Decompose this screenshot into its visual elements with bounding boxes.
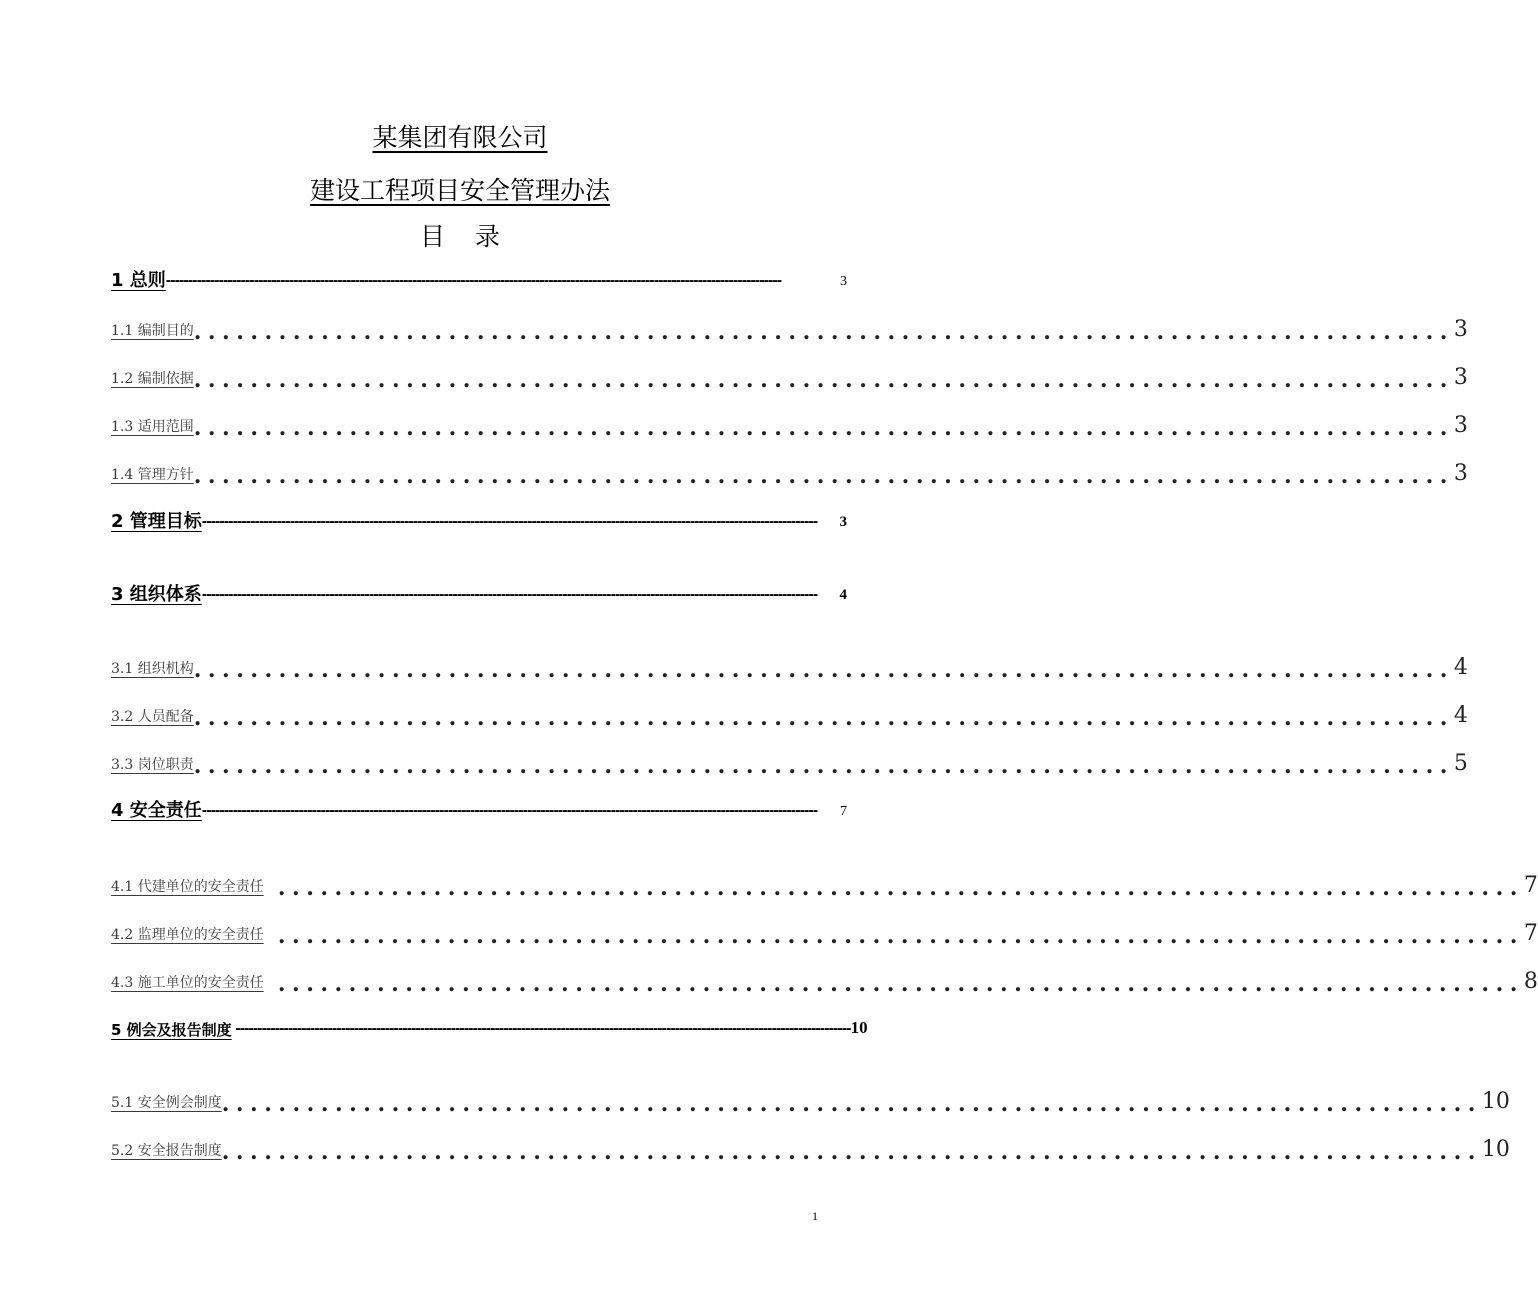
toc-entry-label: 4.1 代建单位的安全责任 bbox=[111, 879, 264, 895]
toc-entry[interactable] bbox=[111, 409, 1468, 441]
toc-entry-label: 4.2 监理单位的安全责任 bbox=[111, 927, 264, 943]
toc-entry-label: 1.2 编制依据 bbox=[111, 371, 194, 387]
toc-entry[interactable] bbox=[111, 651, 1468, 683]
leader-dots: ......................................................................................... bbox=[193, 705, 1454, 731]
toc-entry-page: 10 bbox=[1481, 1137, 1510, 1162]
leader-dots: ........................................................................................ bbox=[263, 875, 1524, 901]
toc-entry[interactable] bbox=[111, 507, 847, 533]
toc-entry-page: 7 bbox=[1523, 921, 1538, 946]
leader-dots: ......................................................................................... bbox=[193, 753, 1454, 779]
leader-dots: ......................................................................................... bbox=[221, 1139, 1482, 1165]
toc-entry[interactable] bbox=[111, 747, 1468, 779]
toc-entry[interactable] bbox=[111, 869, 1538, 901]
toc-entry[interactable] bbox=[111, 796, 847, 822]
toc-entry-label: 5 例会及报告制度 bbox=[111, 1021, 232, 1039]
leader-dashes: -------------------------------------------------------------------------------------------------------------------------------------------- bbox=[201, 804, 818, 819]
leader-dots: ......................................................................................... bbox=[193, 657, 1454, 683]
leader-dots: ........................................................................................ bbox=[263, 923, 1524, 949]
page-number: 1 bbox=[812, 1209, 818, 1223]
toc-entry-page: 7 bbox=[1523, 873, 1538, 898]
toc-entry-label: 4 安全责任 bbox=[111, 800, 202, 821]
document-title: 建设工程项目安全管理办法 bbox=[309, 176, 610, 205]
toc-entry[interactable] bbox=[111, 1085, 1510, 1117]
leader-dots: ......................................................................................... bbox=[193, 319, 1454, 345]
toc-entry-page: 8 bbox=[1523, 969, 1538, 994]
toc-entry-page: 3 bbox=[1453, 413, 1468, 438]
toc-entry-label: 1 总则 bbox=[111, 270, 166, 291]
toc-entry-label: 5.2 安全报告制度 bbox=[111, 1143, 222, 1159]
toc-entry[interactable] bbox=[111, 580, 847, 606]
toc-entry[interactable] bbox=[111, 313, 1468, 345]
toc-entry-page: 3 bbox=[1453, 317, 1468, 342]
toc-entry-label: 1.1 编制目的 bbox=[111, 323, 194, 339]
toc-entry[interactable] bbox=[111, 699, 1468, 731]
toc-entry-page: 5 bbox=[1453, 751, 1468, 776]
leader-dashes: -------------------------------------------------------------------------------------------------------------------------------------------- bbox=[201, 588, 818, 603]
toc-entry-page: 4 bbox=[1453, 703, 1468, 728]
toc-entry-page: 3 bbox=[1453, 365, 1468, 390]
leader-dashes: -------------------------------------------------------------------------------------------------------------------------------------------- bbox=[165, 274, 782, 289]
leader-dots: ......................................................................................... bbox=[193, 463, 1454, 489]
toc-entry-label: 1.4 管理方针 bbox=[111, 467, 194, 483]
toc-entry-page: 10 bbox=[850, 1018, 868, 1037]
toc-entry-label: 3.2 人员配备 bbox=[111, 709, 194, 725]
toc-entry-page: 4 bbox=[839, 587, 847, 603]
leader-dashes: -------------------------------------------------------------------------------------------------------------------------------------------- bbox=[201, 515, 818, 530]
toc-entry[interactable] bbox=[111, 1133, 1510, 1165]
toc-entry[interactable] bbox=[111, 266, 847, 292]
leader-dots: ........................................................................................ bbox=[263, 971, 1524, 997]
toc-entry-label: 3.3 岗位职责 bbox=[111, 757, 194, 773]
toc-entry-page: 3 bbox=[1453, 461, 1468, 486]
toc-entry-label: 4.3 施工单位的安全责任 bbox=[111, 975, 264, 991]
leader-dashes: -------------------------------------------------------------------------------------------------------------------------------------------- bbox=[231, 1022, 851, 1037]
toc-entry[interactable] bbox=[111, 457, 1468, 489]
leader-dots: ......................................................................................... bbox=[221, 1091, 1482, 1117]
toc-entry-page: 7 bbox=[840, 804, 847, 819]
toc-entry-label: 2 管理目标 bbox=[111, 511, 202, 532]
toc-entry[interactable] bbox=[111, 1014, 868, 1040]
leader-dots: ......................................................................................... bbox=[193, 415, 1454, 441]
toc-entry-page: 10 bbox=[1481, 1089, 1510, 1114]
toc-entry[interactable] bbox=[111, 965, 1538, 997]
toc-entry-page: 3 bbox=[840, 274, 847, 289]
toc-entry[interactable] bbox=[111, 917, 1538, 949]
toc-heading: 目录 bbox=[419, 222, 530, 251]
leader-dots: ......................................................................................... bbox=[193, 367, 1454, 393]
toc-entry-label: 3.1 组织机构 bbox=[111, 661, 194, 677]
company-name: 某集团有限公司 bbox=[372, 123, 548, 152]
toc-entry[interactable] bbox=[111, 361, 1468, 393]
toc-entry-page: 4 bbox=[1453, 655, 1468, 680]
toc-entry-label: 3 组织体系 bbox=[111, 584, 202, 605]
toc-entry-label: 1.3 适用范围 bbox=[111, 419, 194, 435]
toc-entry-label: 5.1 安全例会制度 bbox=[111, 1095, 222, 1111]
toc-entry-page: 3 bbox=[839, 514, 847, 530]
